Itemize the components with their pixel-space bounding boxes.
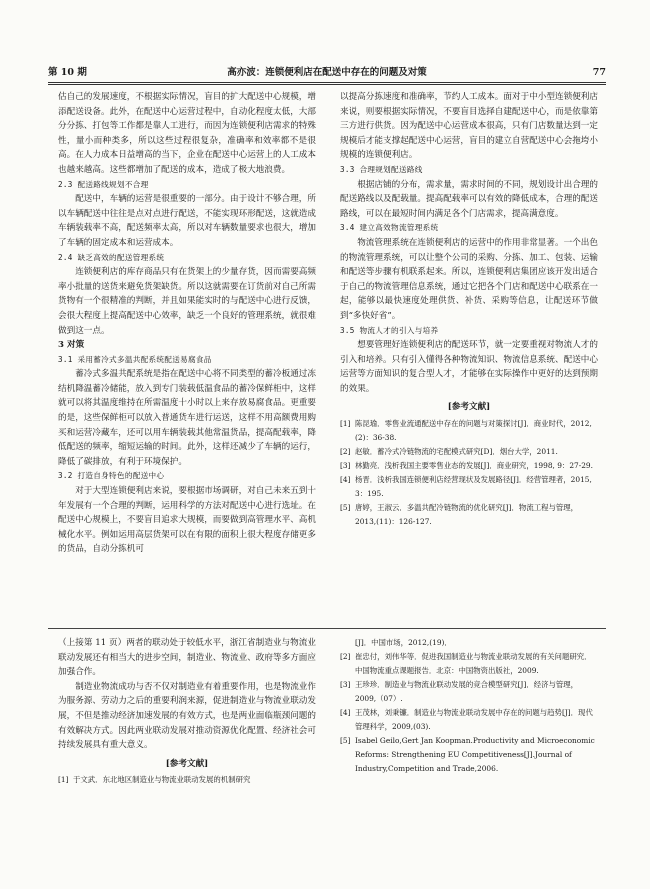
body-paragraph: 蓄冷式多温共配系统是指在配送中心将不同类型的蓄冷板通过冻结机降温蓄冷储能，放入到专门装载低温食品的蓄冷保鲜柜中，这样就可以将其温度维持在所需温度十小时以上来存放易腐食品。更重要的是，这些保鲜柜可以放入普通货车进行运送，这样不用高额费用购买和运营冷藏车，还可以用车辆装载其他常温货品，提高配载率，降低配送的频率，缩短运输的时间。此外，这样还减少了车辆的运行，降低了碳排放，有利于环境保护。 bbox=[58, 369, 316, 467]
reference-entry bbox=[340, 678, 598, 706]
running-header bbox=[48, 66, 606, 80]
reference-text: 赵敏．蓄冷式冷链物流的宅配模式研究[D]．烟台大学，2011. bbox=[355, 447, 558, 457]
body-paragraph: 根据店铺的分布，需求量，需求时间的不同，规划设计出合理的配送路线以及配载量。提高配载率可以有效的降低成本，合理的配送路线，可以在最短时间内满足各个门店需求，提高满意度。 bbox=[340, 179, 598, 219]
reference-text: [J]．中国市场，2012,(19)． bbox=[355, 638, 452, 647]
reference-number: [3] bbox=[340, 680, 351, 689]
reference-entry bbox=[340, 459, 598, 473]
upper-right-column bbox=[340, 90, 598, 620]
subsection-heading: 3.3 合理规划配送路线 bbox=[340, 164, 423, 174]
reference-entry bbox=[58, 773, 316, 787]
reference-entry bbox=[340, 417, 598, 445]
reference-number: [1] bbox=[340, 419, 351, 429]
body-paragraph: （上接第 11 页）两者的联动处于较低水平，浙江省制造业与物流业联动发展还有相当大的进步空间，制造业、物流业、政府等多方面应加强合作。 bbox=[58, 638, 316, 678]
reference-text: 王珍珍．制造业与物流业联动发展的竞合模型研究[J]．经济与管理，2009,（07）. bbox=[355, 680, 579, 703]
subsection-heading: 2.3 配送路线规划不合理 bbox=[58, 179, 149, 189]
body-paragraph: 连锁便利店的库存商品只有在货架上的少量存货，因而需要高频率小批量的送货来避免货架缺货。所以这就需要在订货前对自己所需货物有一个很精准的判断，并且如果能实时的与配送中心进行反馈，会很大程度上提高配送中心效率，缺乏一个良好的管理系统，就很难做到这一点。 bbox=[58, 267, 316, 336]
reference-entry bbox=[340, 636, 598, 650]
reference-number: [4] bbox=[340, 708, 351, 717]
reference-number: [2] bbox=[340, 652, 351, 661]
reference-number: [2] bbox=[340, 447, 351, 457]
upper-left-column bbox=[58, 90, 316, 620]
reference-text: 陈昆瑜．零售业流通配送中存在的问题与对策探讨[J]．商业时代，2012,(2)：36-38. bbox=[355, 419, 592, 443]
reference-text: 崔忠付，刘伟华等．促进我国制造业与物流业联动发展的有关问题研究．中国物流重点课题报告．北京：中国物资出版社，2009. bbox=[355, 652, 592, 675]
reference-number: [5] bbox=[340, 503, 351, 513]
page-number: 77 bbox=[592, 67, 606, 78]
body-paragraph: 物流管理系统在连锁便利店的运营中的作用非常显著。一个出色的物流管理系统，可以让整个公司的采购、分拣、加工、包装、运输和配送等步骤有机联系起来。所以，连锁便利店集团应该开发出适合于自己的物流管理信息系统，通过它把各个门店和配送中心联系在一起，能够以最快速度处理供货、补货、采购等信息，让配送环节做到“多快好省”。 bbox=[340, 237, 598, 321]
body-paragraph: 制造业物流成功与否不仅对制造业有着重要作用，也是物流业作为服务源、劳动力之后的重要利润来源，促进制造业与物流业联动发展，不但是推动经济加速发展的有效方式，也是两业面临瓶颈问题的有效解决方式。因此两业联动发展对推动资源优化配置、经济社会可持续发展具有重大意义。 bbox=[58, 681, 316, 751]
reference-entry bbox=[340, 501, 598, 529]
reference-entry bbox=[340, 445, 598, 459]
reference-text: 唐婷，王淑云．多温共配冷链物流的优化研究[J]．物流工程与管理，2013,(11)：126-127. bbox=[355, 503, 579, 527]
reference-entry bbox=[340, 650, 598, 678]
issue-number: 第 10 期 bbox=[48, 67, 87, 78]
reference-text: 林勤亮．浅析我国主要零售业态的发展[J]．商业研究，1998, 9：27-29. bbox=[355, 461, 593, 471]
reference-number: [3] bbox=[340, 461, 351, 471]
header-rule bbox=[48, 82, 606, 83]
body-paragraph: 对于大型连锁便利店来说，要根据市场调研，对自己未来五到十年发展有一个合理的判断，运用科学的方法对配送中心进行选址。在配送中心规模上，不要盲目追求大规模，而要做到高管理水平、高机械化水平。例如运用高层货架可以在有限的面积上很大程度存储更多的货品，自动分拣机可 bbox=[58, 486, 316, 555]
subsection-heading: 3.2 打造自身特色的配送中心 bbox=[58, 471, 165, 481]
references-heading: [参考文献] bbox=[447, 402, 491, 413]
reference-text: 于文武．东北地区制造业与物流业联动发展的机制研究 bbox=[73, 775, 251, 785]
references-heading: [参考文献] bbox=[165, 758, 209, 769]
subsection-heading: 3.1 采用蓄冷式多温共配系统配送易腐食品 bbox=[58, 354, 212, 364]
subsection-heading: 3.5 物流人才的引入与培养 bbox=[340, 325, 439, 335]
body-paragraph: 以提高分拣速度和准确率，节约人工成本。面对于中小型连锁便利店来说，则要根据实际情况，不要盲目选择自建配送中心，而是依靠第三方进行供货。因为配送中心运营成本很高，只有门店数量达到一定规模后才能支撑起配送中心运营，盲目的建立自营配送中心会拖垮小规模的连锁便利店。 bbox=[340, 92, 598, 161]
running-title: 高亦波：连锁便利店在配送中存在的问题及对策 bbox=[227, 67, 427, 78]
body-paragraph: 估自己的发展速度，不根据实际情况，盲目的扩大配送中心规模，增添配送设备。此外，在配送中心运营过程中，自动化程度太低，大部分分拣、打包等工作都是靠人工进行，而因为连锁便利店需求的特殊性，量小而种类多，所以这些过程很复杂，准确率和效率都不是很高。在人力成本日益增高的当下，企业在配送中心运营上的人工成本也越来越高。这些都增加了配送的成本，造成了极大地浪费。 bbox=[58, 92, 316, 175]
reference-entry bbox=[340, 473, 598, 501]
reference-text: 王茂林，刘秉镰．制造业与物流业联动发展中存在的问题与趋势[J]．现代管理科学，2009,(03). bbox=[355, 708, 593, 731]
reference-number: [1] bbox=[58, 775, 69, 785]
reference-text: 杨晋．浅析我国连锁便利店经营现状及发展路径[J]．经营管理者，2015, 3：195. bbox=[355, 475, 592, 499]
subsection-heading: 3.4 建立高效物流管理系统 bbox=[340, 223, 439, 233]
lower-left-column bbox=[58, 636, 316, 836]
section-separator bbox=[48, 628, 606, 629]
body-paragraph: 想要管理好连锁便利店的配送环节，就一定要重视对物流人才的引入和培养。只有引入懂得各种物流知识、物流信息系统、配送中心运营等方面知识的复合型人才，才能够在实际操作中更好的达到预期的效果。 bbox=[340, 340, 598, 394]
reference-entry bbox=[340, 734, 598, 776]
reference-number: [5] bbox=[340, 736, 351, 745]
subsection-heading: 2.4 缺乏高效的配送管理系统 bbox=[58, 252, 165, 262]
reference-text: Isabel Geilo,Gert Jan Koopman.Productivity and Microeconomic Reforms: Strengthening EU Competitiveness[J].Journal of Industry,Competition and Trade,2006. bbox=[355, 736, 595, 773]
reference-number: [4] bbox=[340, 475, 351, 485]
reference-entry bbox=[340, 706, 598, 734]
lower-right-column bbox=[340, 636, 598, 836]
body-paragraph: 配送中，车辆的运营是很重要的一部分。由于设计不够合理，所以车辆配送中往往是点对点进行配送，不能实现环形配送，这就造成车辆装载率不高，配送频率太高，所以对车辆数量要求也很大，增加了车辆的固定成本和运营成本。 bbox=[58, 194, 316, 248]
header-rule-thin bbox=[48, 84, 606, 85]
section-heading: 3 对策 bbox=[58, 340, 85, 351]
